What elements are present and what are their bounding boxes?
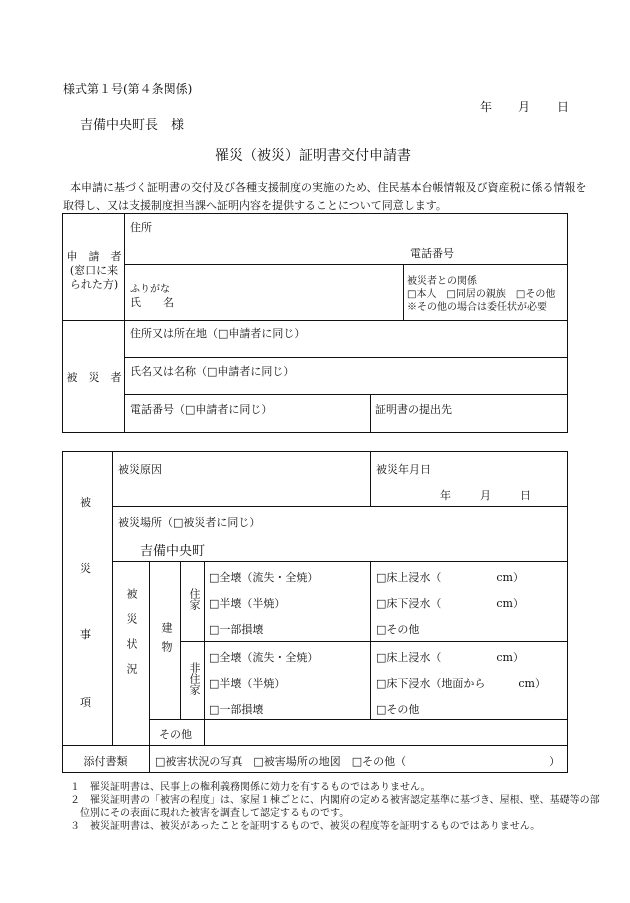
applicant-label-line-2: (窓口に来 (69, 264, 119, 277)
res-flood-other: □その他 (376, 623, 420, 636)
note-1: １ 罹災証明書は、民事上の権利義務関係に効力を有するものではありません。 (70, 782, 431, 793)
applicant-label-line-1: 申 請 者 (66, 250, 122, 263)
note-2-cont: 位別にその表面に現れた被害を調査して認定するものです。 (70, 808, 350, 819)
nonres-flood-above: □床上浸水（ cm） (376, 651, 524, 664)
victim-name-label: 氏名又は名称（□申請者に同じ） (130, 365, 295, 378)
place-value: 吉備中央町 (140, 544, 206, 559)
addressee: 吉備中央町長 様 (80, 118, 185, 133)
res-flood-above: □床上浸水（ cm） (376, 571, 524, 584)
disaster-label-char-2: 災 (80, 562, 91, 575)
nonres-damage-full: □全壊（流失・全焼） (209, 651, 319, 664)
applicant-address-label: 住所 (130, 221, 152, 234)
disaster-date-label: 被災年月日 (376, 463, 431, 476)
applicant-furigana-label: ふりがな (130, 284, 170, 295)
date-year: 年 (480, 100, 493, 114)
other-label: その他 (159, 728, 192, 741)
res-damage-partial: □一部損壊 (209, 623, 264, 636)
status-label: 被災状況 (125, 588, 138, 688)
nonres-damage-half: □半壊（半焼） (209, 677, 286, 690)
applicant-victim-table (62, 213, 568, 433)
cause-label: 被災原因 (118, 463, 162, 476)
place-label: 被災場所（□被災者に同じ） (118, 516, 261, 529)
victim-label: 被 災 者 (66, 371, 122, 384)
victim-phone-label: 電話番号（□申請者に同じ） (130, 403, 273, 416)
residential-label: 住家 (188, 588, 201, 610)
building-label: 建物 (160, 622, 173, 660)
page-title: 罹災（被災）証明書交付申請書 (215, 148, 411, 164)
disaster-label-char-3: 事 (80, 628, 91, 641)
relation-note: ※その他の場合は委任状が必要 (407, 302, 547, 313)
relation-options: □本人 □同居の親族 □その他 (407, 289, 556, 300)
attachments-options: □被害状況の写真 □被害場所の地図 □その他（ ） (155, 755, 561, 768)
disaster-date-day: 日 (520, 489, 531, 502)
attachments-label: 添付書類 (83, 755, 128, 768)
nonres-flood-other: □その他 (376, 703, 420, 716)
victim-address-label: 住所又は所在地（□申請者に同じ） (130, 327, 306, 340)
note-3: ３ 被災証明書は、被災があったことを証明するもので、被災の程度等を証明するものではありません。 (70, 821, 541, 832)
applicant-label-line-3: られた方) (69, 278, 119, 291)
res-damage-full: □全壊（流失・全焼） (209, 571, 319, 584)
form-number: 様式第１号(第４条関係) (63, 82, 193, 96)
consent-line-1: 本申請に基づく証明書の交付及び各種支援制度の実施のため、住民基本台帳情報及び資産税に係る情報を (70, 181, 587, 194)
non-residential-label: 非住家 (188, 662, 201, 695)
res-flood-below: □床下浸水（ cm） (376, 597, 524, 610)
submit-to-label: 証明書の提出先 (375, 403, 452, 416)
date-day: 日 (557, 100, 570, 114)
disaster-label-char-4: 項 (80, 696, 91, 709)
disaster-label-char-1: 被 (80, 496, 91, 509)
applicant-name-label: 氏 名 (130, 296, 174, 309)
consent-line-2: 取得し、又は支援制度担当課へ証明内容を提供することについて同意します。 (63, 199, 447, 212)
disaster-date-year: 年 (440, 489, 451, 502)
date-month: 月 (518, 100, 531, 114)
res-damage-half: □半壊（半焼） (209, 597, 286, 610)
relation-label: 被災者との関係 (407, 276, 477, 287)
nonres-flood-below: □床下浸水（地面から cm） (376, 677, 546, 690)
applicant-phone-label: 電話番号 (410, 247, 454, 260)
note-2: ２ 罹災証明書の「被害の程度」は、家屋１棟ごとに、内閣府の定める被害認定基準に基づき、屋根、壁、基礎等の部 (70, 795, 600, 806)
nonres-damage-partial: □一部損壊 (209, 703, 264, 716)
disaster-date-month: 月 (480, 489, 491, 502)
